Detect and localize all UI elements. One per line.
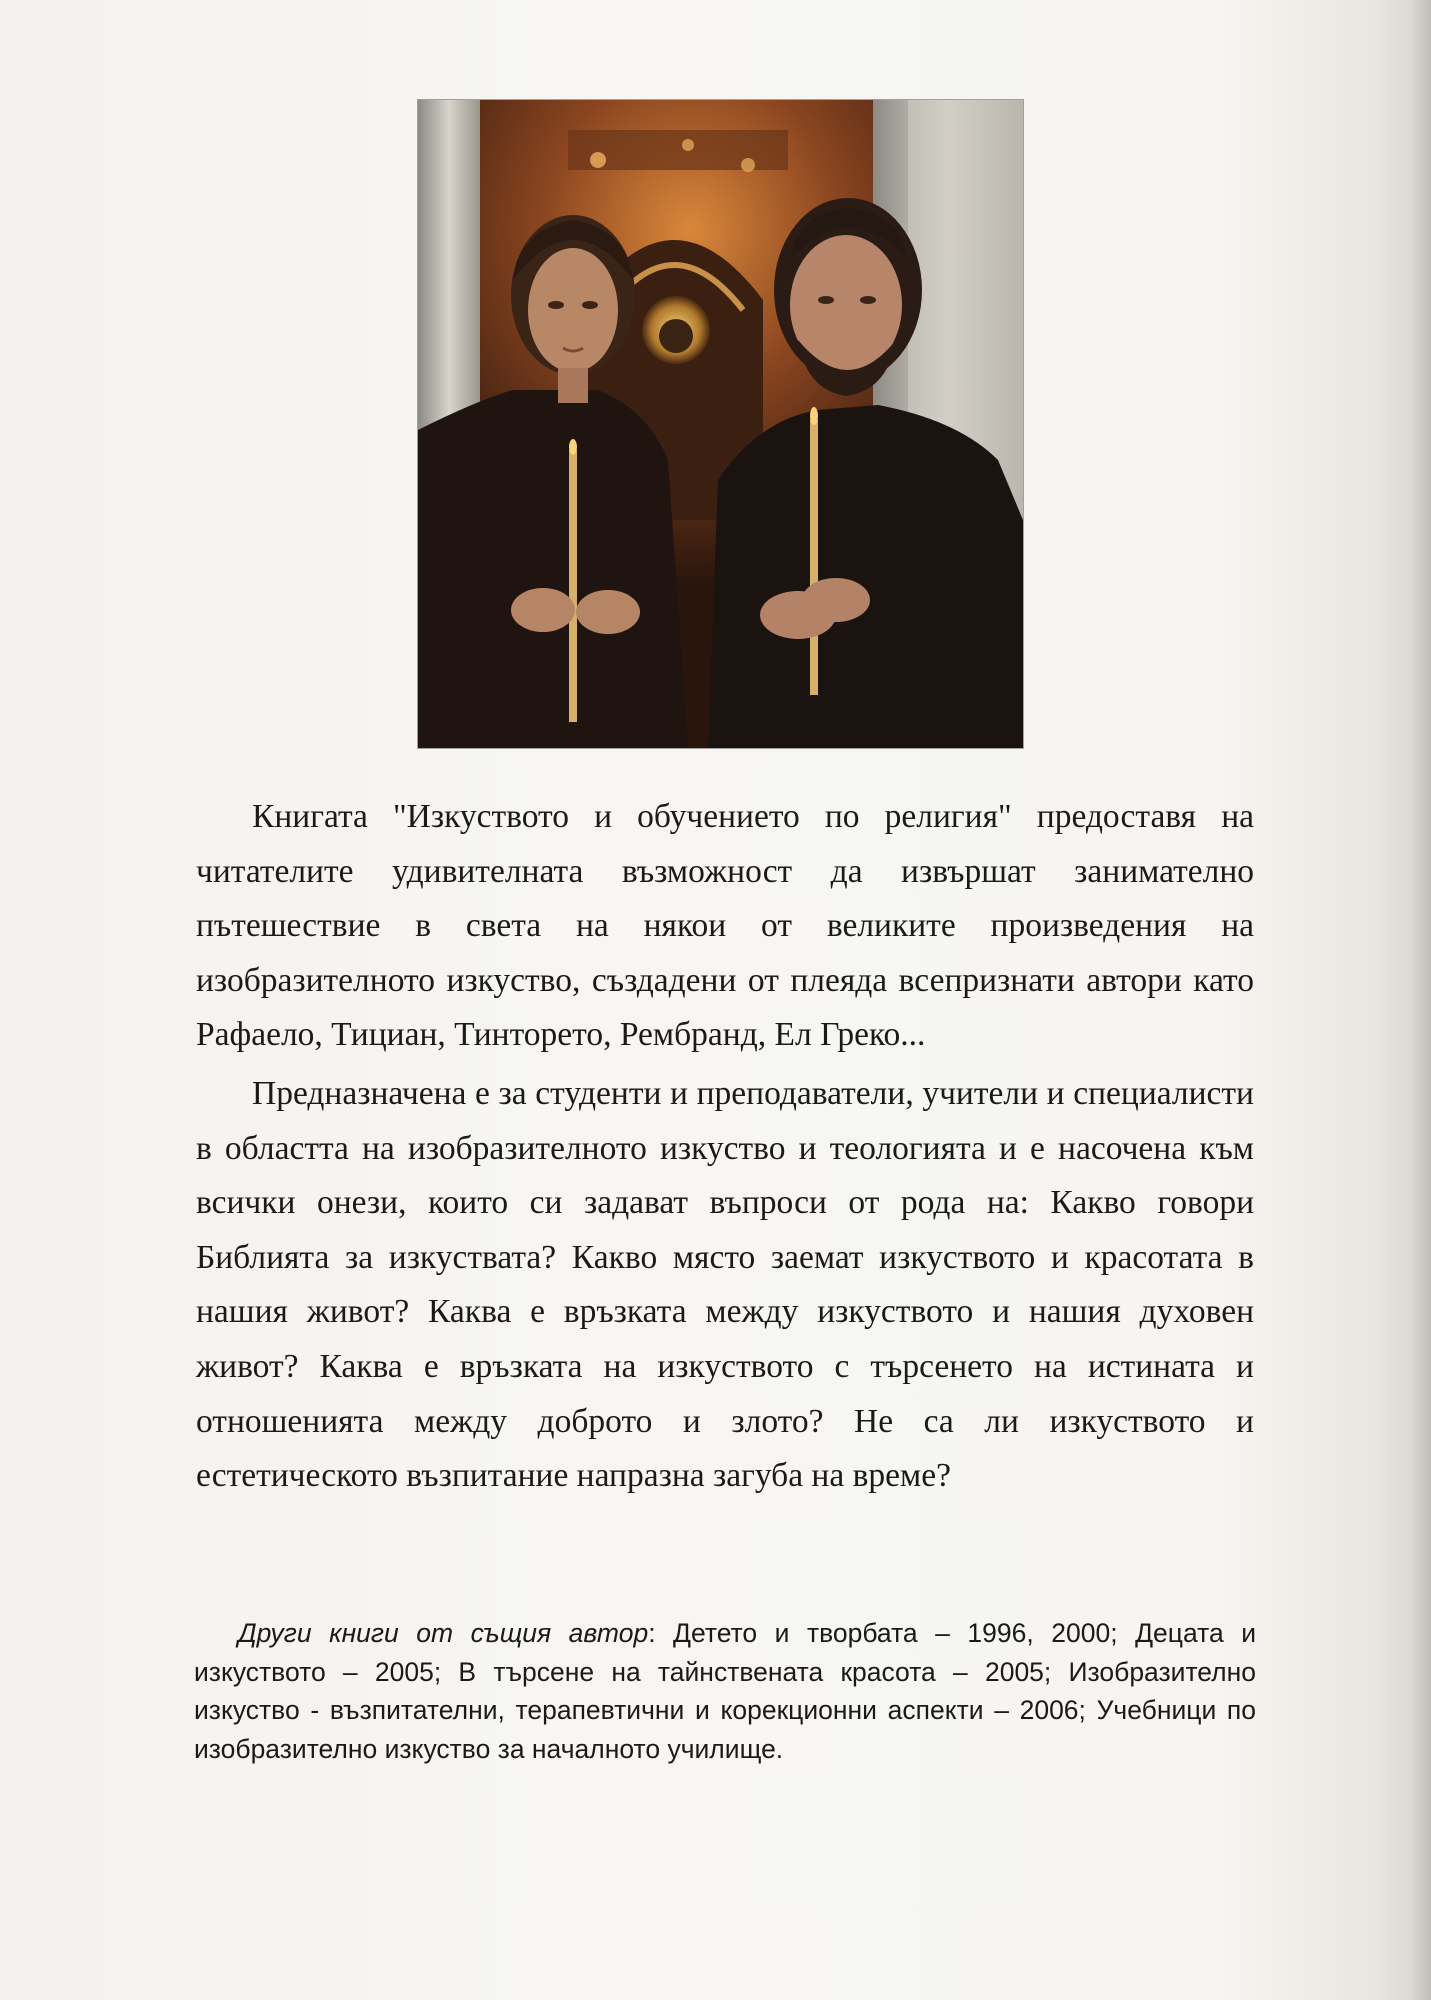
other-books-list: : Детето и творбата – 1996, 2000; Децата и изкуството – 2005; В търсене на тайнствената красота – 2005; Изобразително изкуство - възпитателни, терапевтични и корекционни аспекти – 2006; Учебници по изобразително изкуство за началното училище.	[194, 1618, 1256, 1764]
cover-edge-shadow	[1413, 0, 1431, 2000]
other-books-label: Други книги от същия автор	[238, 1618, 649, 1648]
other-books-note	[194, 1614, 1256, 1768]
author-photo	[418, 100, 1023, 748]
book-description	[196, 790, 1254, 1508]
description-paragraph-1: Книгата "Изкуството и обучението по религия" предоставя на читателите удивителната възможност да извършат занимателно пътешествие в света на някои от великите произведения на изобразителното изкуство, създадени от плеяда всепризнати автори като Рафаело, Тициан, Тинторето, Рембранд, Ел Греко...	[196, 798, 1254, 1054]
description-paragraph-2: Предназначена е за студенти и преподаватели, учители и специалисти в областта на изобразителното изкуство и теологията и е насочена към всички онези, които си задават въпроси от рода на: Какво говори Библията за изкуствата? Какво място заемат изкуството и красотата в нашия живот? Каква е връзката между изкуството и нашия духовен живот? Каква е връзката на изкуството с търсенето на истината и отношенията между доброто и злото? Не са ли изкуството и естетическото възпитание напразна загуба на време?	[196, 1074, 1254, 1495]
other-books-paragraph	[194, 1614, 1256, 1768]
